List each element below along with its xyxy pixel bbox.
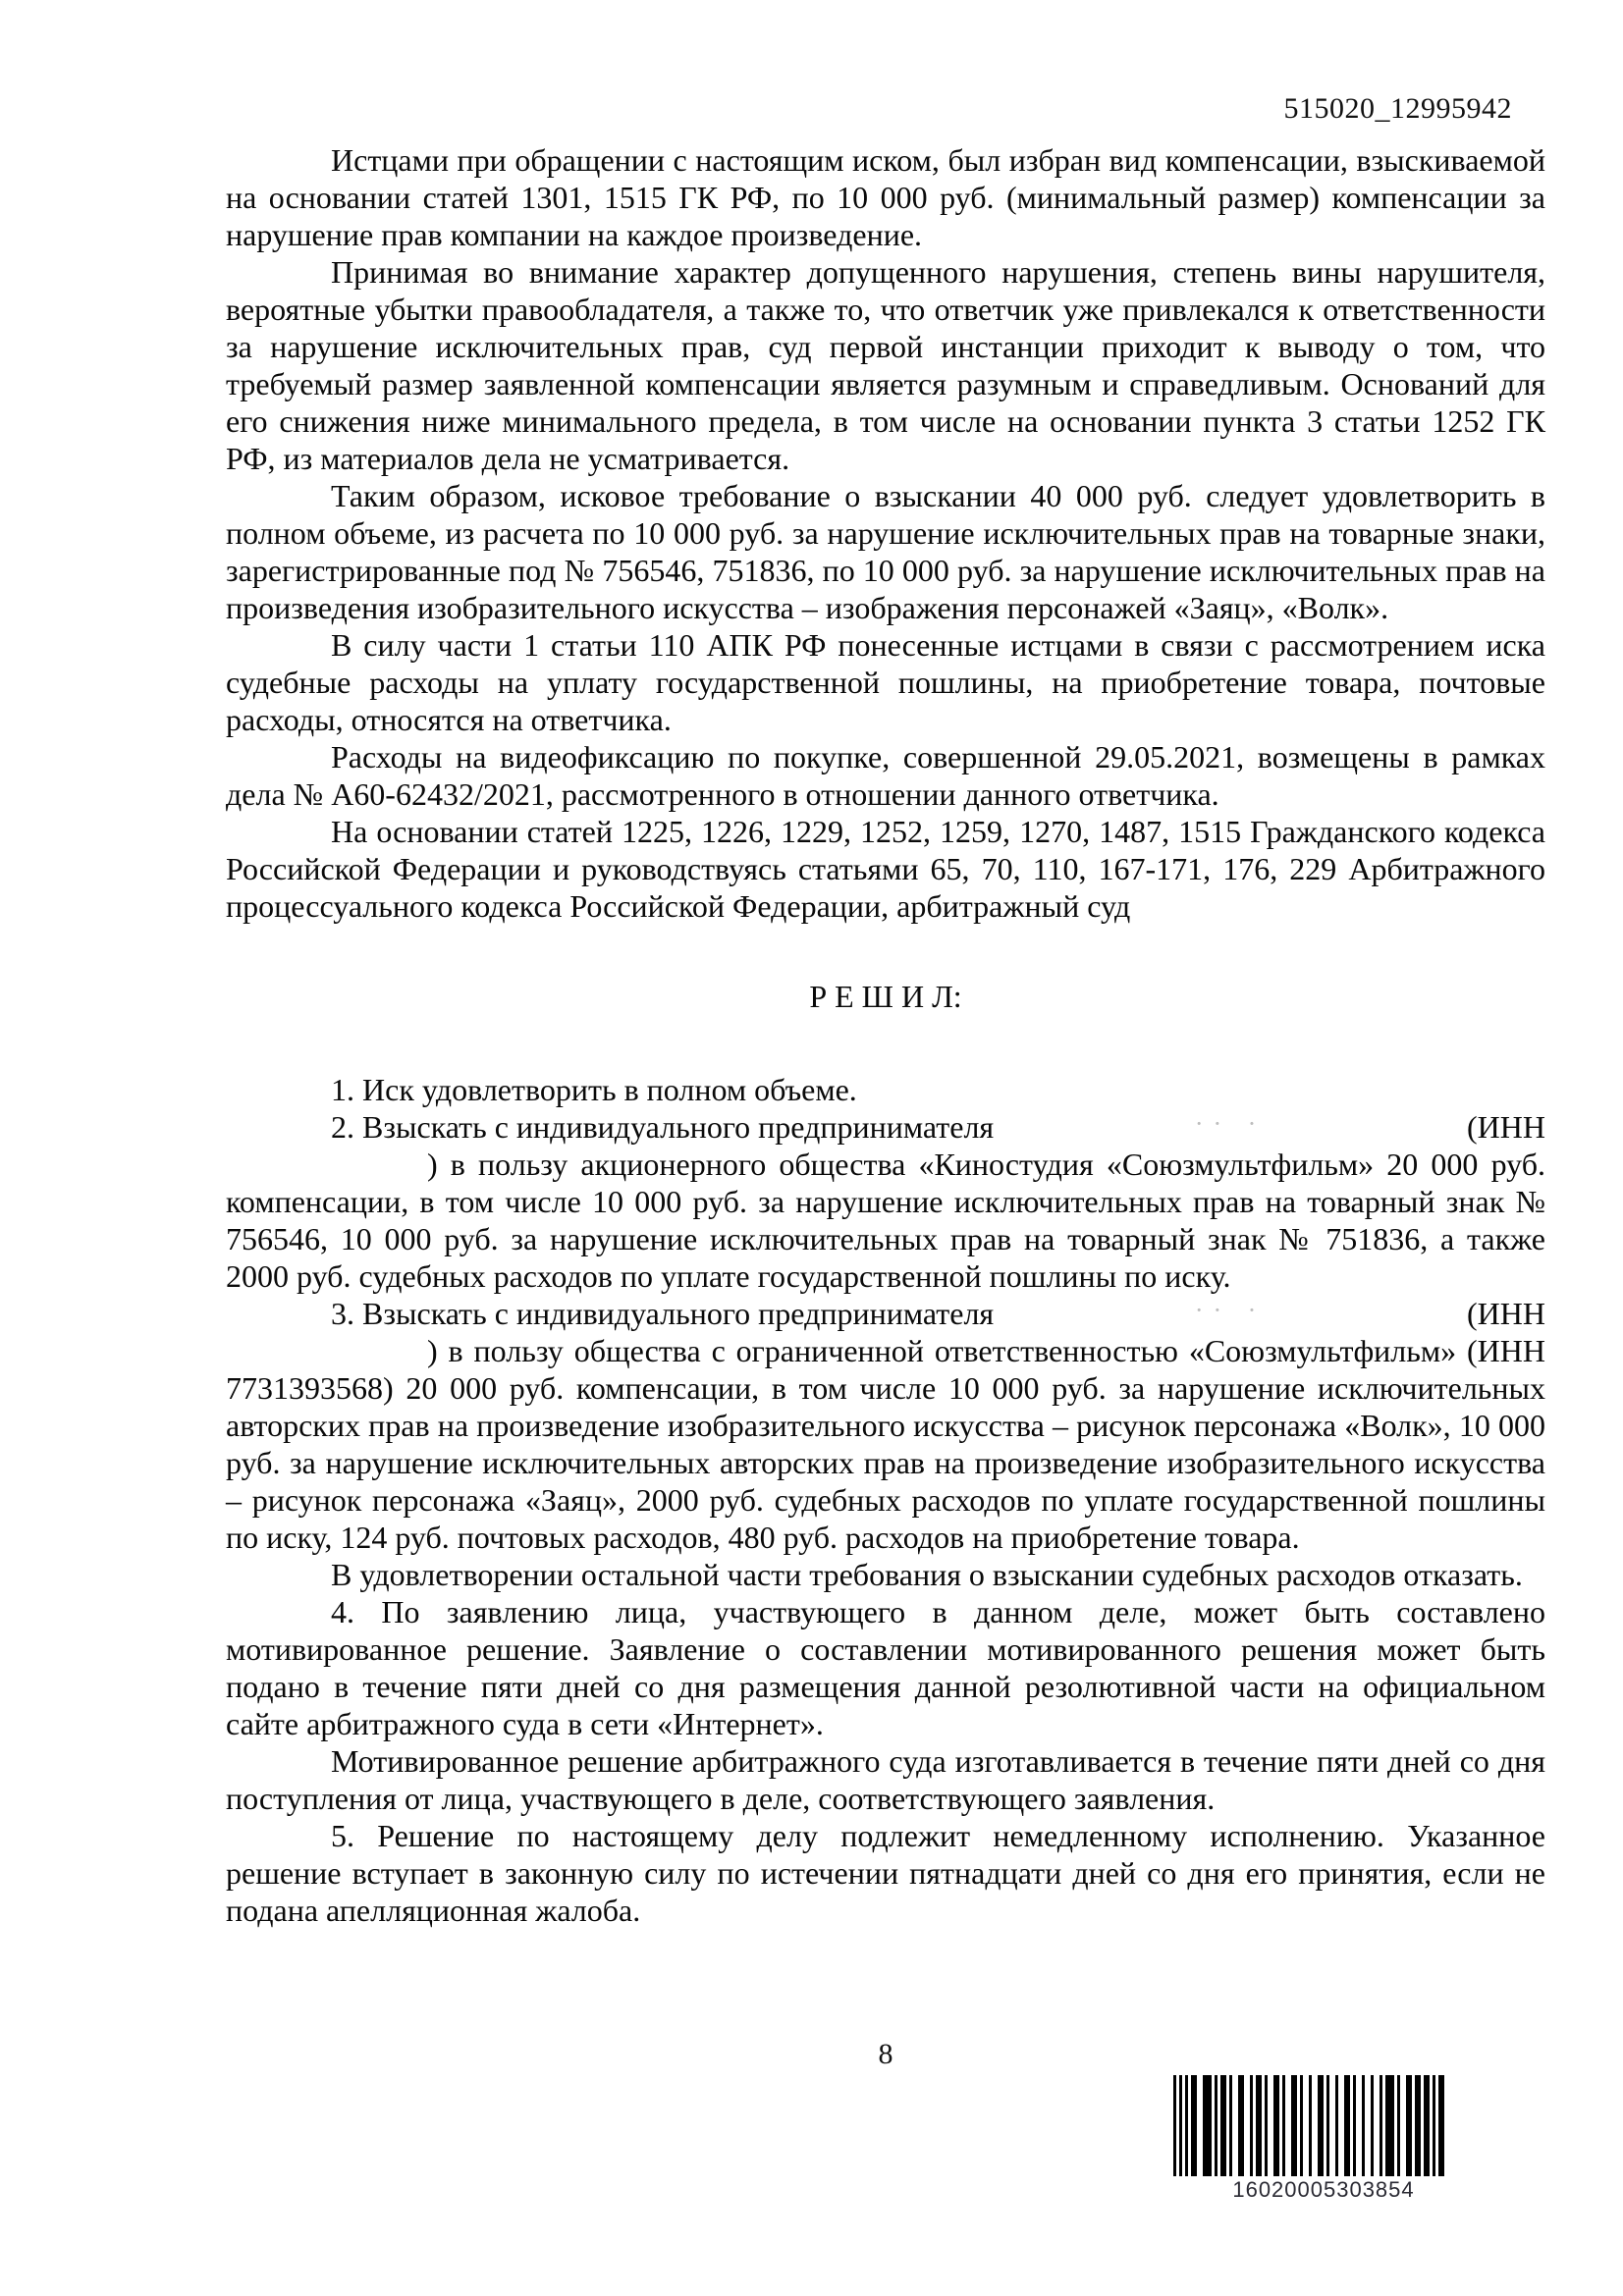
paragraph: 4. По заявлению лица, участвующего в данном деле, может быть составлено мотивированное решение. Заявление о составлении мотивированного решения может быть подано в течение пяти дней со дня размещения данной резолютивной части на официальном сайте арбитражного суда в сети «Интернет».: [226, 1594, 1545, 1741]
barcode-bar: [1438, 2075, 1444, 2176]
document-body: [226, 141, 1545, 1929]
barcode-number: 16020005303854: [1232, 2177, 1415, 2202]
paragraph: Истцами при обращении с настоящим иском, был избран вид компенсации, взыскиваемой на основании статей 1301, 1515 ГК РФ, по 10 000 руб. (минимальный размер) компенсации за нарушение прав компании на каждое произведение.: [226, 142, 1545, 252]
document-id: 515020_12995942: [1283, 92, 1512, 125]
paragraph: Мотивированное решение арбитражного суда изготавливается в течение пяти дней со дня поступления от лица, участвующего в деле, соответствующего заявления.: [226, 1743, 1545, 1816]
paragraph-redacted-line: [226, 1108, 1545, 1146]
paragraph-text: 3. Взыскать с индивидуального предпринимателя: [331, 1296, 995, 1331]
resolution-heading: Р Е Ш И Л:: [809, 979, 962, 1014]
paragraph: Расходы на видеофиксацию по покупке, совершенной 29.05.2021, возмещены в рамках дела № А60-62432/2021, рассмотренного в отношении данного ответчика.: [226, 739, 1545, 812]
redaction-marks: ·· ·: [1194, 1296, 1267, 1324]
paragraph-text: 2. Взыскать с индивидуального предпринимателя: [331, 1109, 995, 1145]
barcode: [1173, 2075, 1474, 2203]
paragraph: На основании статей 1225, 1226, 1229, 1252, 1259, 1270, 1487, 1515 Гражданского кодекса Российской Федерации и руководствуясь статьями 65, 70, 110, 167-171, 176, 229 Арбитражного процессуального кодекса Российской Федерации, арбитражный суд: [226, 814, 1545, 924]
barcode-bar: [1385, 2075, 1394, 2176]
paragraph-redacted-line: [226, 1295, 1545, 1332]
paragraph: 5. Решение по настоящему делу подлежит немедленному исполнению. Указанное решение вступает в законную силу по истечении пятнадцати дней со дня его принятия, если не подана апелляционная жалоба.: [226, 1818, 1545, 1928]
paragraph-text: (ИНН: [1467, 1109, 1545, 1145]
paragraph: В удовлетворении остальной части требования о взыскании судебных расходов отказать.: [331, 1557, 1523, 1592]
barcode-bars-icon: [1173, 2075, 1474, 2176]
paragraph: ) в пользу акционерного общества «Киностудия «Союзмультфильм» 20 000 руб. компенсации, в том числе 10 000 руб. за нарушение исключительных прав на товарный знак № 756546, 10 000 руб. за нарушение исключительных прав на товарный знак № 751836, а также 2000 руб. судебных расходов по уплате государственной пошлины по иску.: [226, 1147, 1545, 1294]
paragraph: Принимая во внимание характер допущенного нарушения, степень вины нарушителя, вероятные убытки правообладателя, а также то, что ответчик уже привлекался к ответственности за нарушение исключительных прав, суд первой инстанции приходит к выводу о том, что требуемый размер заявленной компенсации является разумным и справедливым. Оснований для его снижения ниже минимального предела, в том числе на основании пункта 3 статьи 1252 ГК РФ, из материалов дела не усматривается.: [226, 254, 1545, 476]
paragraph-text: (ИНН: [1467, 1296, 1545, 1331]
paragraph: В силу части 1 статьи 110 АПК РФ понесенные истцами в связи с рассмотрением иска судебные расходы на уплату государственной пошлины, на приобретение товара, почтовые расходы, относятся на ответчика.: [226, 627, 1545, 737]
barcode-bar: [1203, 2075, 1212, 2176]
paragraph: 1. Иск удовлетворить в полном объеме.: [331, 1072, 857, 1107]
paragraph: ) в пользу общества с ограниченной ответственностью «Союзмультфильм» (ИНН 7731393568) 20 000 руб. компенсации, в том числе 10 000 руб. за нарушение исключительных авторских прав на произведение изобразительного искусства – рисунок персонажа «Волк», 10 000 руб. за нарушение исключительных авторских прав на произведение изобразительного искусства – рисунок персонажа «Заяц», 2000 руб. судебных расходов по уплате государственной пошлины по иску, 124 руб. почтовых расходов, 480 руб. расходов на приобретение товара.: [226, 1333, 1545, 1555]
redaction-marks: ·· ·: [1194, 1109, 1267, 1138]
paragraph: Таким образом, исковое требование о взыскании 40 000 руб. следует удовлетворить в полном объеме, из расчета по 10 000 руб. за нарушение исключительных прав на товарные знаки, зарегистрированные под № 756546, 751836, по 10 000 руб. за нарушение исключительных прав на произведения изобразительного искусства – изображения персонажей «Заяц», «Волк».: [226, 478, 1545, 625]
page-number: 8: [878, 2038, 893, 2070]
